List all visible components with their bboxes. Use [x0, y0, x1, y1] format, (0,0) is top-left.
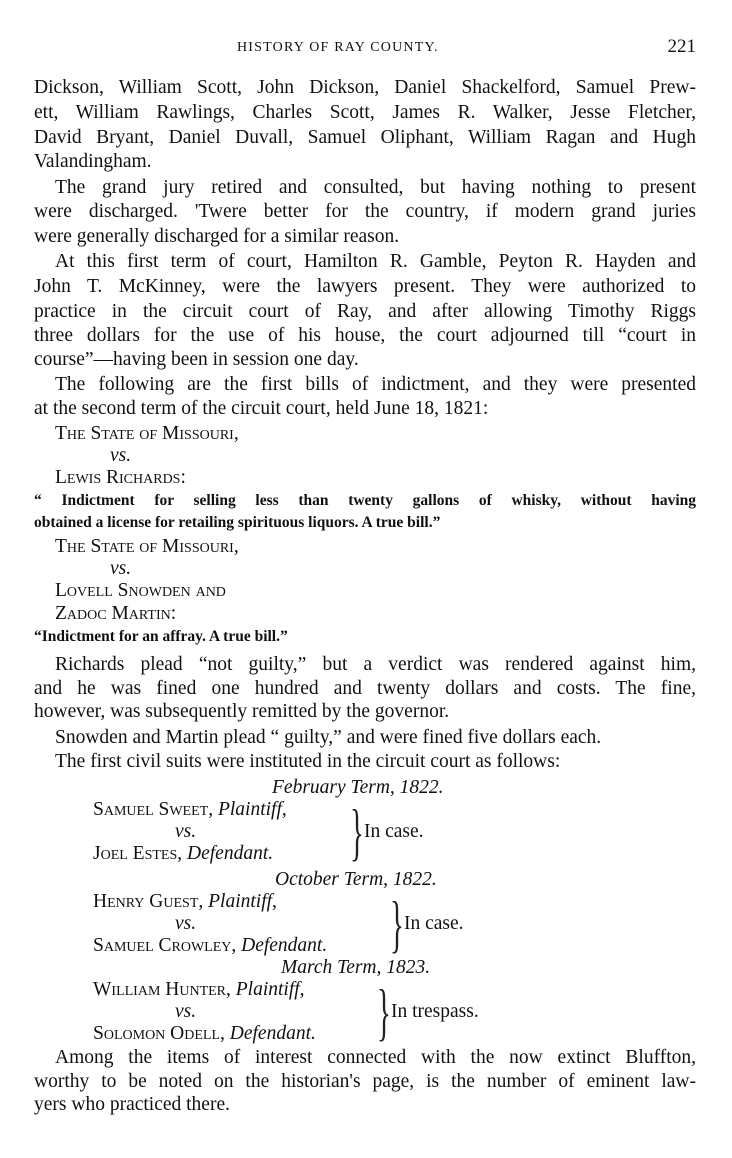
text-line: however, was subsequently remitted by the governor. [34, 701, 450, 722]
text-line: were discharged. 'Twere better for the country, if modern grand juries [34, 201, 696, 222]
action-type: In case. [364, 821, 424, 842]
text-line: practice in the circuit court of Ray, and after allowing Timothy Riggs [34, 301, 696, 322]
running-header-title: HISTORY OF RAY COUNTY. [237, 40, 439, 55]
action-type: In case. [404, 913, 464, 934]
court-term: March Term, 1823. [281, 957, 431, 978]
text-line: course”—having been in session one day. [34, 349, 359, 370]
defendant-role: Defendant. [241, 935, 328, 956]
text-line: three dollars for the use of his house, the court adjourned till “court in [34, 325, 696, 346]
plaintiff-name: Samuel Sweet, [93, 799, 214, 820]
court-term: October Term, 1822. [275, 869, 437, 890]
text-line: yers who practiced there. [34, 1094, 230, 1115]
defendant-role: Defendant. [187, 843, 274, 864]
text-line: At this first term of court, Hamilton R. Gamble, Peyton R. Hayden and [55, 251, 696, 272]
plaintiff-line [93, 799, 287, 821]
plaintiff-role: Plaintiff, [208, 891, 277, 912]
indictment-text: “Indictment for an affray. A true bill.” [34, 628, 288, 645]
indictment-defendant: Lewis Richards: [55, 467, 186, 488]
action-type: In trespass. [391, 1001, 479, 1022]
court-term: February Term, 1822. [272, 777, 444, 798]
versus-label: vs. [175, 913, 197, 934]
indictment-text: obtained a license for retailing spirituous liquors. A true bill.” [34, 514, 441, 531]
text-line: worthy to be noted on the historian's page, is the number of eminent law- [34, 1071, 696, 1092]
text-line: and he was fined one hundred and twenty dollars and costs. The fine, [34, 678, 696, 699]
brace-icon: } [390, 888, 404, 959]
text-line: Richards plead “not guilty,” but a verdict was rendered against him, [55, 654, 696, 675]
defendant-line [93, 1023, 316, 1045]
indictment-text: “ Indictment for selling less than twenty gallons of whisky, without having [34, 492, 696, 509]
defendant-name: Solomon Odell, [93, 1023, 225, 1044]
plaintiff-role: Plaintiff, [235, 979, 305, 1000]
text-line: ett, William Rawlings, Charles Scott, James R. Walker, Jesse Fletcher, [34, 102, 696, 123]
indictment-defendant: Lovell Snowden and [55, 580, 226, 601]
text-line: The grand jury retired and consulted, but having nothing to present [55, 177, 696, 198]
versus-label: vs. [175, 1001, 197, 1022]
versus-label: vs. [110, 558, 132, 579]
text-line: John T. McKinney, were the lawyers present. They were authorized to [34, 276, 696, 297]
text-line: were generally discharged for a similar reason. [34, 226, 400, 247]
text-line: Snowden and Martin plead “ guilty,” and were fined five dollars each. [55, 727, 602, 748]
text-line: The following are the first bills of indictment, and they were presented [55, 374, 696, 395]
defendant-name: Samuel Crowley, [93, 935, 237, 956]
indictment-defendant: Zadoc Martin: [55, 603, 177, 624]
indictment-plaintiff: The State of Missouri, [55, 536, 239, 557]
plaintiff-line [93, 891, 277, 913]
versus-label: vs. [110, 445, 132, 466]
page-number: 221 [667, 36, 696, 57]
versus-label: vs. [175, 821, 197, 842]
brace-icon: } [350, 796, 364, 867]
plaintiff-name: William Hunter, [93, 979, 231, 1000]
defendant-role: Defendant. [229, 1023, 316, 1044]
plaintiff-line [93, 979, 305, 1001]
text-line: David Bryant, Daniel Duvall, Samuel Oliphant, William Ragan and Hugh [34, 127, 696, 148]
defendant-line [93, 843, 273, 865]
brace-icon: } [377, 976, 391, 1047]
defendant-name: Joel Estes, [93, 843, 183, 864]
plaintiff-role: Plaintiff, [217, 799, 287, 820]
plaintiff-name: Henry Guest, [93, 891, 204, 912]
text-line: Among the items of interest connected with the now extinct Bluffton, [55, 1047, 696, 1068]
indictment-plaintiff: The State of Missouri, [55, 423, 239, 444]
text-line: at the second term of the circuit court, held June 18, 1821: [34, 398, 489, 419]
defendant-line [93, 935, 327, 957]
text-line: Valandingham. [34, 151, 152, 172]
text-line: The first civil suits were instituted in the circuit court as follows: [55, 751, 561, 772]
text-line: Dickson, William Scott, John Dickson, Daniel Shackelford, Samuel Prew- [34, 77, 696, 98]
